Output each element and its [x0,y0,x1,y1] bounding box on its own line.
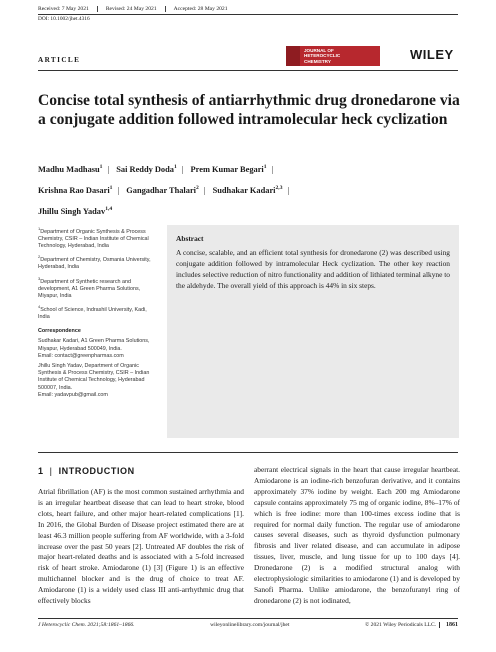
affiliation-item: $^3$Department of Synthetic research and development, A1 Green Pharma Solutions, Miyapur, India [38,275,141,299]
received-date: Received: 7 May 2021 [38,6,98,12]
section-number: 1 [38,466,44,476]
journal-logo-line1: JOURNAL OF [304,48,334,54]
author[interactable]: Gangadhar Thalari$^2$ [126,185,199,195]
correspondence-entry: Jhillu Singh Yadav, Department of Organic Synthesis & Process Chemistry, CSIR – Indian Institute of Chemical Technology, Hyderabad 500007, India. [38,363,150,391]
journal-logo[interactable] [286,46,380,66]
journal-logo-line2: HETEROCYCLIC [304,53,341,59]
body-paragraph: Atrial fibrillation (AF) is the most common sustained arrhythmia and is an irregular heartbeat disease that can lead to heart stroke, blood clots, heart failure, and other major heart-related complications [1]. In 2016, the Global Burden of Disease project estimated there are at least 46.3 million people suffering from AF worldwide, with a 3-fold increase over the past 50 years [2]. Untreated AF doubles the risk of major heart-related deaths and is associated with a 5-fold increased risk of heart stroke. Amiodarone (1) [3] (Figure 1) is an effective multichannel blocker and is the drug of choice to treat AF. Amiodarone (1) is a widely used class III anti-arrhythmic drug that effectively blocks [38,487,244,606]
correspondence-entry: Sudhakar Kadari, A1 Green Pharma Solutions, Miyapur, Hyderabad 500049, India. [38,338,150,352]
body-column-right [254,465,460,607]
affiliation-item: $^2$Department of Chemistry, Osmania University, Hyderabad, India [38,254,151,271]
correspondence-email[interactable]: Email: yadavpub@gmail.com [38,391,108,398]
journal-url[interactable]: wileyonlinelibrary.com/journal/jhet [210,622,290,628]
body-paragraph: aberrant electrical signals in the heart that cause irregular heartbeat. Amiodarone is an iodine-rich benzofuran derivative, and it contains approximately 37% iodine by weight. Each 200 mg Amiodarone capsule contains approximately 75 mg of organic iodine, 8%–17% of which is free iodine: more than 100-times excess iodine that is required for normal daily function. The regular use of amiodarone causes several diseases, such as thyroid dysfunction pulmonary fibrosis and liver related disease, and can accumulate in adipose tissues, liver, muscle, and lung tissue for up to 100 days [4]. Dronedarone (2) is a modified structural analog with electrophysiologic similarities to amiodarone (1) and is developed by Sanofi Pharma. Unlike amiodarone, the benzofuranyl ring of dronedarone (2) is not iodinated, [254,465,460,605]
doi-link[interactable]: DOI: 10.1002/jhet.4316 [38,16,90,22]
section-divider [38,452,458,453]
abstract-text: A concise, scalable, and an efficient total synthesis for dronedarone (2) was described using conjugate addition followed by intramolecular Heck cyclization. The other key reaction includes selective reduction of nitro functionality and addition of lithiated terminal alkyne to the aldehyde. The overall yield of this approach is 44% in six steps. [176,248,450,290]
affiliations [38,225,156,402]
abstract-heading: Abstract [176,234,204,243]
manuscript-dates [38,6,244,12]
author[interactable]: Jhillu Singh Yadav$^{1,4}$ [38,206,113,216]
revised-date: Revised: 24 May 2021 [106,6,166,12]
section-title: INTRODUCTION [58,466,135,476]
author[interactable]: Krishna Rao Dasari$^1$ [38,185,113,195]
article-type-label: ARTICLE [38,56,81,64]
accepted-date: Accepted: 28 May 2021 [173,6,228,12]
header-divider [38,14,458,15]
author[interactable]: Sai Reddy Doda$^1$ [116,164,177,174]
abstract-box [167,225,459,438]
page-footer [38,622,458,628]
journal-citation: J Heterocyclic Chem. 2021;58:1861–1866. [38,622,135,628]
body-column-left [38,487,244,607]
section-heading: 1 | INTRODUCTION [38,466,135,476]
affiliation-item: $^4$School of Science, Indrashil University, Kadi, India [38,304,147,321]
correspondence-heading: Correspondence [38,328,81,335]
page-number: 1861 [439,622,458,628]
title-divider [38,70,458,71]
journal-logo-mark [286,46,300,66]
copyright: © 2021 Wiley Periodicals LLC. 1861 [365,622,458,628]
correspondence-email[interactable]: Email: contact@greenpharmas.com [38,352,124,359]
publisher-logo[interactable]: WILEY [410,47,454,62]
footer-divider [38,618,458,619]
affiliation-item: $^1$Department of Organic Synthesis & Process Chemistry, CSIR – Indian Institute of Chemical Technology, Hyderabad, India [38,226,149,250]
journal-logo-line3: CHEMISTRY [304,58,331,64]
article-title: Concise total synthesis of antiarrhythmic drug dronedarone via a conjugate addition followed intramolecular heck cyclization [38,92,460,128]
author[interactable]: Prem Kumar Begari$^1$ [190,164,267,174]
author[interactable]: Sudhakar Kadari$^{2,3}$ [212,185,283,195]
author[interactable]: Madhu Madhasu$^1$ [38,164,103,174]
author-list: Madhu Madhasu$^1$ | Sai Reddy Doda$^1$ | Prem Kumar Begari$^1$ | Krishna Rao Dasari$^1$ | Gangadhar Thalari$^2$ | Sudhakar Kadari$^{2,3}$ | Jhillu Singh Yadav$^{1,4}$ [38,164,290,216]
